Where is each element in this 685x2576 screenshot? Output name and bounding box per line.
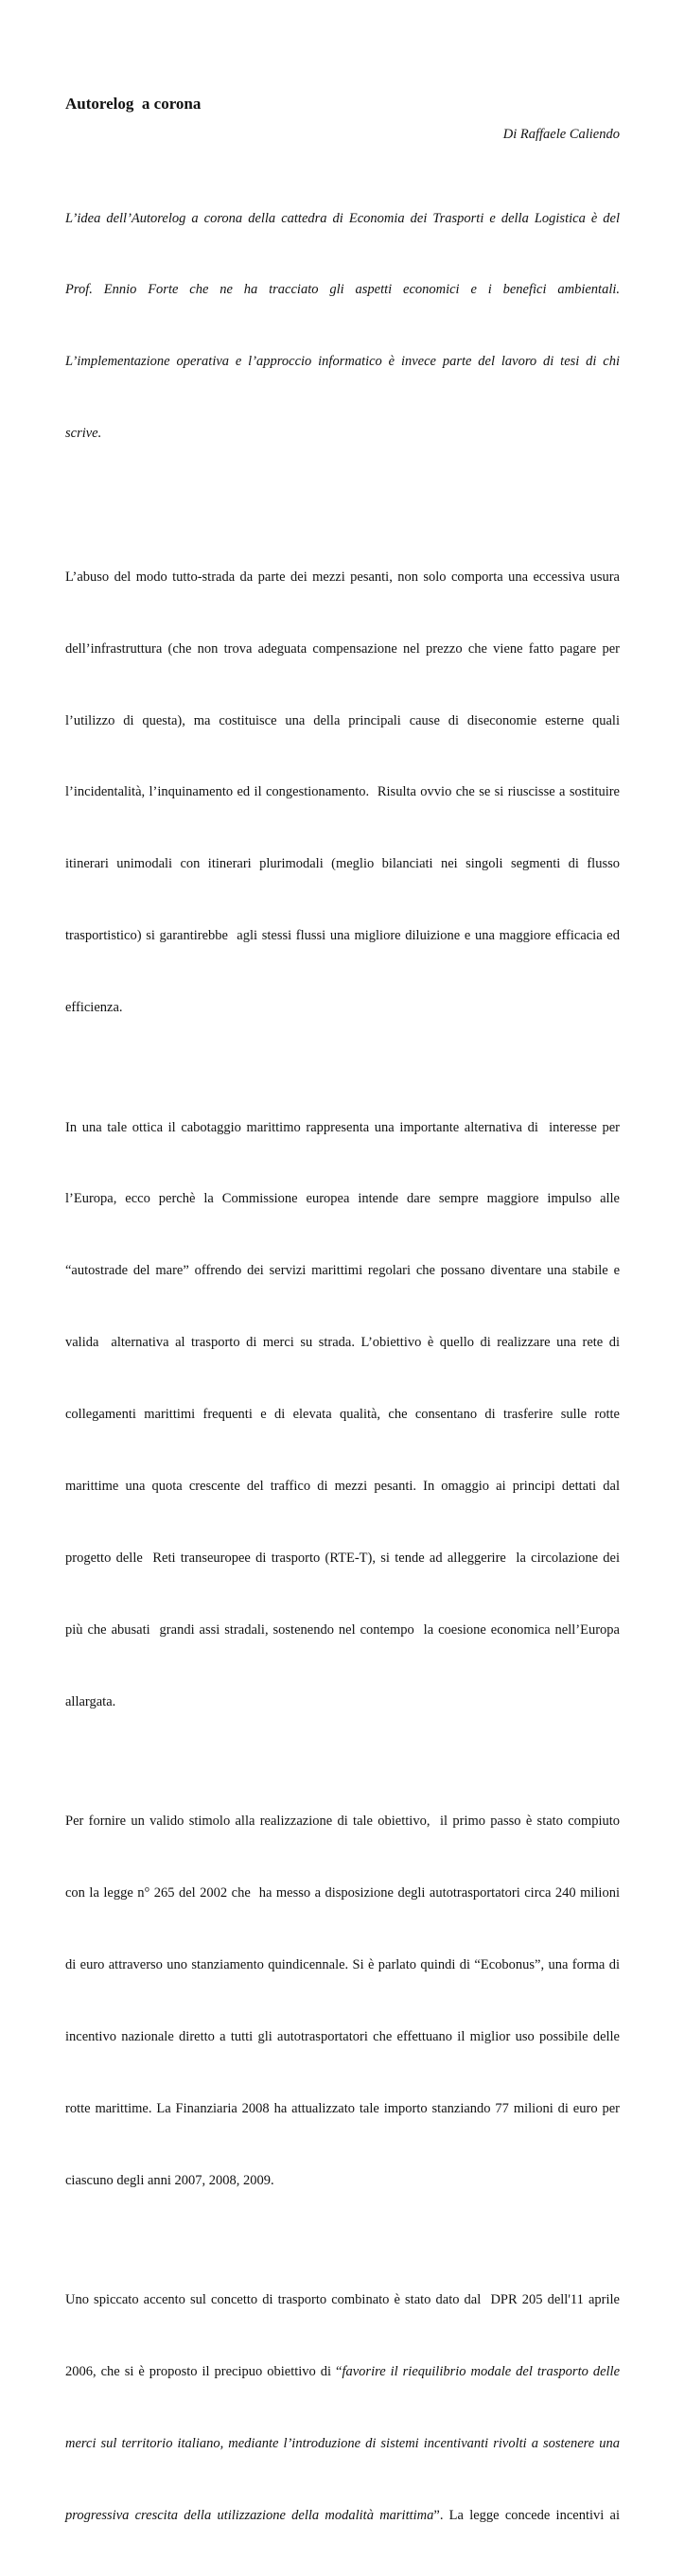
paragraph-text: 2006, che si è proposto il precipuo obiettivo di “ [65,2364,342,2380]
document-title: Autorelog a corona [65,95,202,113]
paragraph-line: l’utilizzo di questa), ma costituisce una della principali cause di diseconomie esterne quali [65,712,620,728]
paragraph-text: ”. La legge concede incentivi ai [433,2507,620,2523]
paragraph-line: dell’infrastruttura (che non trova adeguata compensazione nel prezzo che viene fatto pagare per [65,640,620,657]
author-line: Di Raffaele Caliendo [502,127,620,142]
paragraph-line: rotte marittime. La Finanziaria 2008 ha attualizzato tale importo stanziando 77 milioni di euro per [65,2100,620,2116]
paragraph-line [65,2504,620,2528]
paragraph-line: efficienza. [65,1000,123,1016]
paragraph-line: Per fornire un valido stimolo alla realizzazione di tale obiettivo, il primo passo è stato compiuto [65,1814,620,1830]
paragraph-line: In una tale ottica il cabotaggio marittimo rappresenta una importante alternativa di interesse per [65,1119,620,1135]
paragraph-line: più che abusati grandi assi stradali, sostenendo nel contempo la coesione economica nell’Europa [65,1621,620,1638]
intro-paragraph [65,159,620,494]
paragraph-line: marittime una quota crescente del traffico di mezzi pesanti. In omaggio ai principi dettati dal [65,1479,620,1495]
paragraph-line: trasportistico) si garantirebbe agli stessi flussi una migliore diluizione e una maggiore efficacia ed [65,928,620,944]
quoted-line: merci sul territorio italiano, mediante l’introduzione di sistemi incentivanti rivolti a sostenere una [65,2435,620,2451]
paragraph-line: l’incidentalità, l’inquinamento ed il congestionamento. Risulta ovvio che se si riuscisse a sostituire [65,784,620,800]
quoted-text: progressiva crescita della utilizzazione della modalità marittima [65,2507,434,2523]
paragraph-line: incentivo nazionale diretto a tutti gli autotrasportatori che effettuano il miglior uso possibile delle [65,2028,620,2044]
body-paragraph-1 [65,517,620,1068]
body-paragraph-4 [65,2241,620,2576]
paragraph-line: con la legge n° 265 del 2002 che ha messo a disposizione degli autotrasportatori circa 240 milioni [65,1885,620,1901]
intro-line: scrive. [65,426,102,442]
paragraph-line: ciascuno degli anni 2007, 2008, 2009. [65,2172,274,2188]
paragraph-line: l’Europa, ecco perchè la Commissione europea intende dare sempre maggiore impulso alle [65,1191,620,1207]
intro-line: L’implementazione operativa e l’approccio informatico è invece parte del lavoro di tesi di chi [65,354,620,370]
paragraph-line: Uno spiccato accento sul concetto di trasporto combinato è stato dato dal DPR 205 dell'11 aprile [65,2292,620,2308]
quoted-text: favorire il riequilibrio modale del trasporto delle [342,2364,620,2380]
paragraph-line: itinerari unimodali con itinerari plurimodali (meglio bilanciati nei singoli segmenti di flusso [65,856,620,872]
paragraph-line: di euro attraverso uno stanziamento quindicennale. Si è parlato quindi di “Ecobonus”, una forma di [65,1956,620,1972]
paragraph-line: valida alternativa al trasporto di merci su strada. L’obiettivo è quello di realizzare una rete di [65,1335,620,1351]
paragraph-line: collegamenti marittimi frequenti e di elevata qualità, che consentano di trasferire sulle rotte [65,1407,620,1423]
body-paragraph-3 [65,1762,620,2241]
paragraph-line: “autostrade del mare” offrendo dei servizi marittimi regolari che possano diventare una stabile e [65,1263,620,1279]
intro-line: Prof. Ennio Forte che ne ha tracciato gli aspetti economici e i benefici ambientali. [65,282,620,298]
intro-line: L’idea dell’Autorelog a corona della cattedra di Economia dei Trasporti e della Logistica è del [65,210,620,226]
paragraph-line: L’abuso del modo tutto-strada da parte dei mezzi pesanti, non solo comporta una eccessiva usura [65,569,620,585]
paragraph-line: progetto delle Reti transeuropee di trasporto (RTE-T), si tende ad alleggerire la circolazione dei [65,1550,620,1566]
document-page [65,93,620,2576]
paragraph-line: allargata. [65,1693,116,1709]
paragraph-line [65,2360,620,2384]
body-paragraph-2 [65,1068,620,1762]
